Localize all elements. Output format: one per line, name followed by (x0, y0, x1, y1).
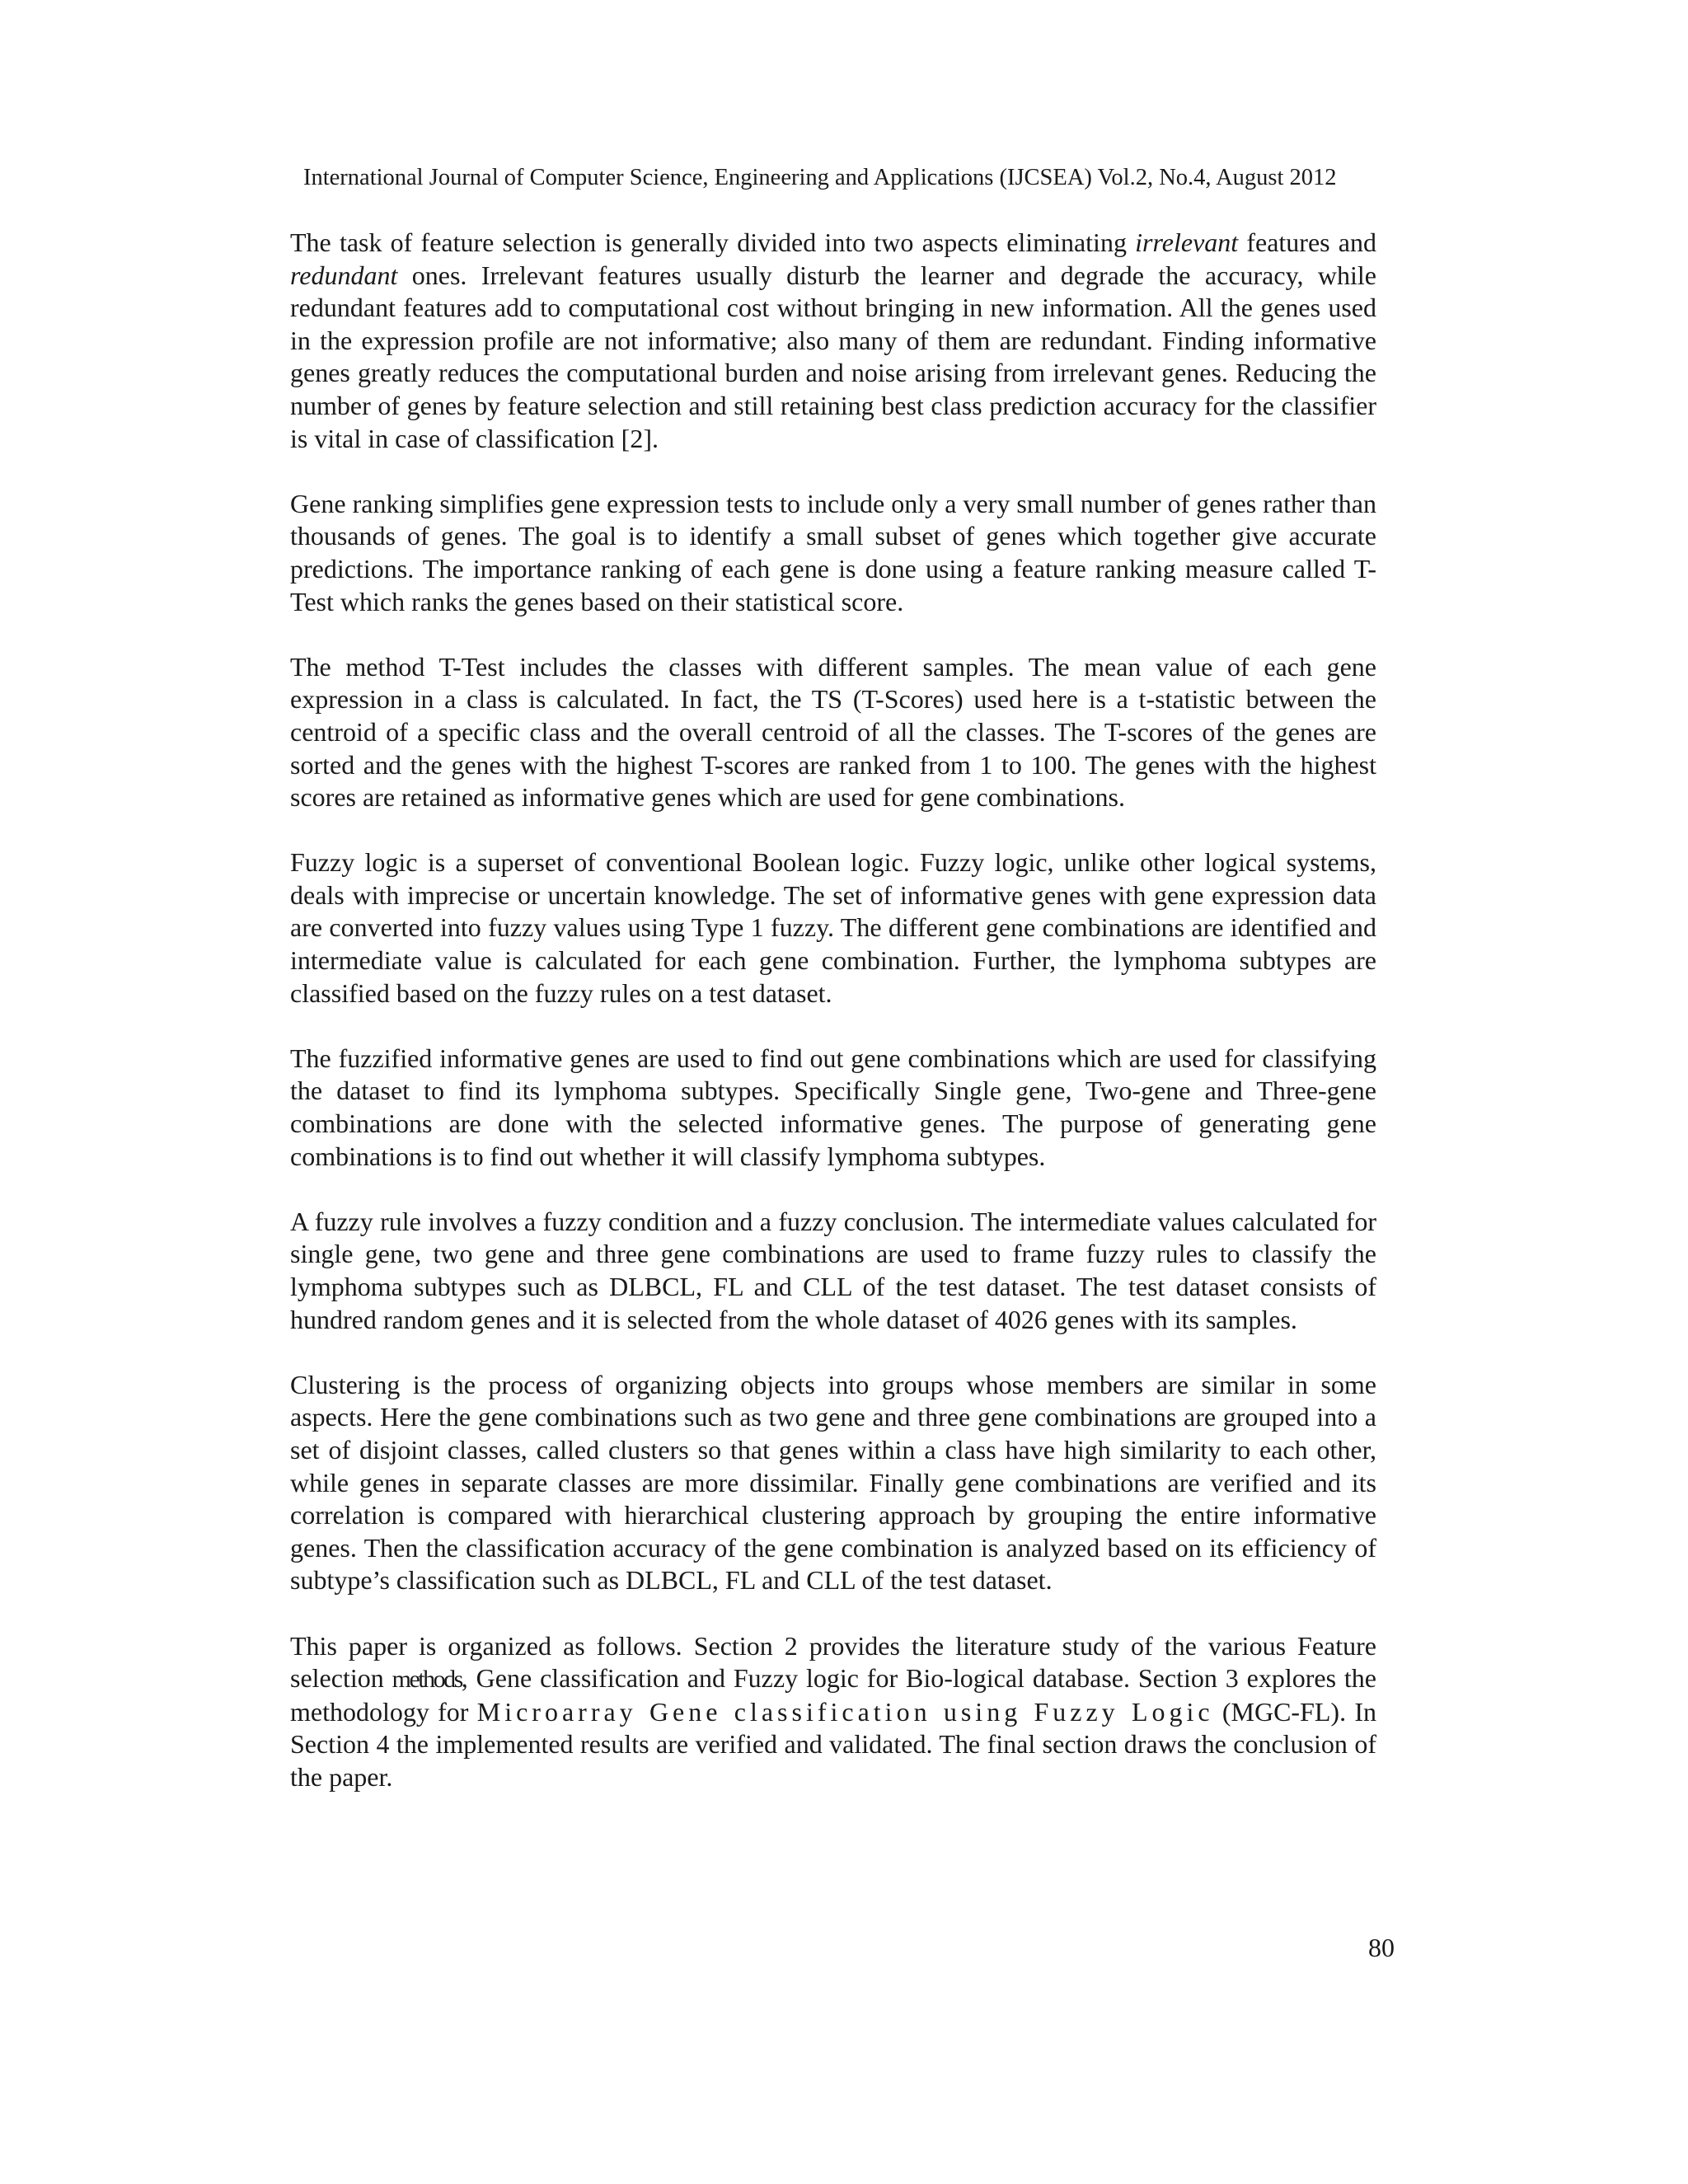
article-body (290, 227, 1376, 1794)
paragraph-gene-ranking: Gene ranking simplifies gene expression tests to include only a very small number of genes rather than thousands of genes. The goal is to identify a small subset of genes which together give accurate predictions. The importance ranking of each gene is done using a feature ranking measure called T-Test which ranks the genes based on their statistical score. (290, 488, 1376, 616)
paragraph-gene-combinations: The fuzzified informative genes are used to find out gene combinations which are used for classifying the dataset to find its lymphoma subtypes. Specifically Single gene, Two-gene and Three-gene combinations are done with the selected informative genes. The purpose of generating gene combinations is to find out whether it will classify lymphoma subtypes. (290, 1043, 1376, 1171)
condensed-word-methods: methods (392, 1666, 462, 1694)
paragraph-organization (290, 1630, 1376, 1794)
italic-term-redundant: redundant (290, 260, 398, 290)
paragraph-text: features and (1238, 227, 1377, 257)
paragraph-text: This paper is organized as follows. Section 2 provides the literature study of the various Feature selection (290, 1630, 1376, 1694)
paragraph-t-test: The method T-Test includes the classes with different samples. The mean value of each gene expression in a class is calculated. In fact, the TS (T-Scores) used here is a t-statistic between the centroid of a specific class and the overall centroid of all the classes. The T-scores of the genes are sorted and the genes with the highest T-scores are ranked from 1 to 100. The genes with the highest scores are retained as informative genes which are used for gene combinations. (290, 651, 1376, 813)
paragraph-fuzzy-logic: Fuzzy logic is a superset of conventional Boolean logic. Fuzzy logic, unlike other logical systems, deals with imprecise or uncertain knowledge. The set of informative genes with gene expression data are converted into fuzzy values using Type 1 fuzzy. The different gene combinations are identified and intermediate value is calculated for each gene combination. Further, the lymphoma subtypes are classified based on the fuzzy rules on a test dataset. (290, 847, 1376, 1008)
paragraph-clustering: Clustering is the process of organizing objects into groups whose members are similar in some aspects. Here the gene combinations such as two gene and three gene combinations are grouped into a set of disjoint classes, called clusters so that genes within a class have high similarity to each other, while genes in separate classes are more dissimilar. Finally gene combinations are verified and its correlation is compared with hierarchical clustering approach by grouping the entire informative genes. Then the classification accuracy of the gene combination is analyzed based on its efficiency of subtype’s classification such as DLBCL, FL and CLL of the test dataset. (290, 1369, 1376, 1596)
italic-term-irrelevant: irrelevant (1135, 227, 1239, 257)
paragraph-feature-selection (290, 227, 1376, 455)
spaced-method-name: Microarray Gene classification using Fuzzy Logic (476, 1696, 1214, 1727)
paragraph-fuzzy-rule: A fuzzy rule involves a fuzzy condition and a fuzzy conclusion. The intermediate values calculated for single gene, two gene and three gene combinations are used to frame fuzzy rules to classify the lymphoma subtypes such as DLBCL, FL and CLL of the test dataset. The test dataset consists of hundred random genes and it is selected from the whole dataset of 4026 genes with its samples. (290, 1206, 1376, 1334)
journal-header: International Journal of Computer Science, Engineering and Applications (IJCSEA) Vol.2, No.4, August 2012 (303, 165, 1337, 190)
page-number: 80 (1368, 1933, 1395, 1962)
paragraph-text: The task of feature selection is generally divided into two aspects eliminating (290, 227, 1136, 257)
paragraph-text: (MGC-FL). In Section 4 the implemented results are verified and validated. The final section draws the conclusion of the paper. (290, 1696, 1377, 1792)
paragraph-text: , Gene classification and Fuzzy logic for Bio-logical database. Section 3 explores the methodology for (290, 1663, 1377, 1727)
paragraph-text: ones. Irrelevant features usually disturb the learner and degrade the accuracy, while redundant features add to computational cost without bringing in new information. All the genes used in the expression profile are not informative; also many of them are redundant. Finding informative genes greatly reduces the computational burden and noise arising from irrelevant genes. Reducing the number of genes by feature selection and still retaining best class prediction accuracy for the classifier is vital in case of classification [2]. (290, 260, 1376, 453)
